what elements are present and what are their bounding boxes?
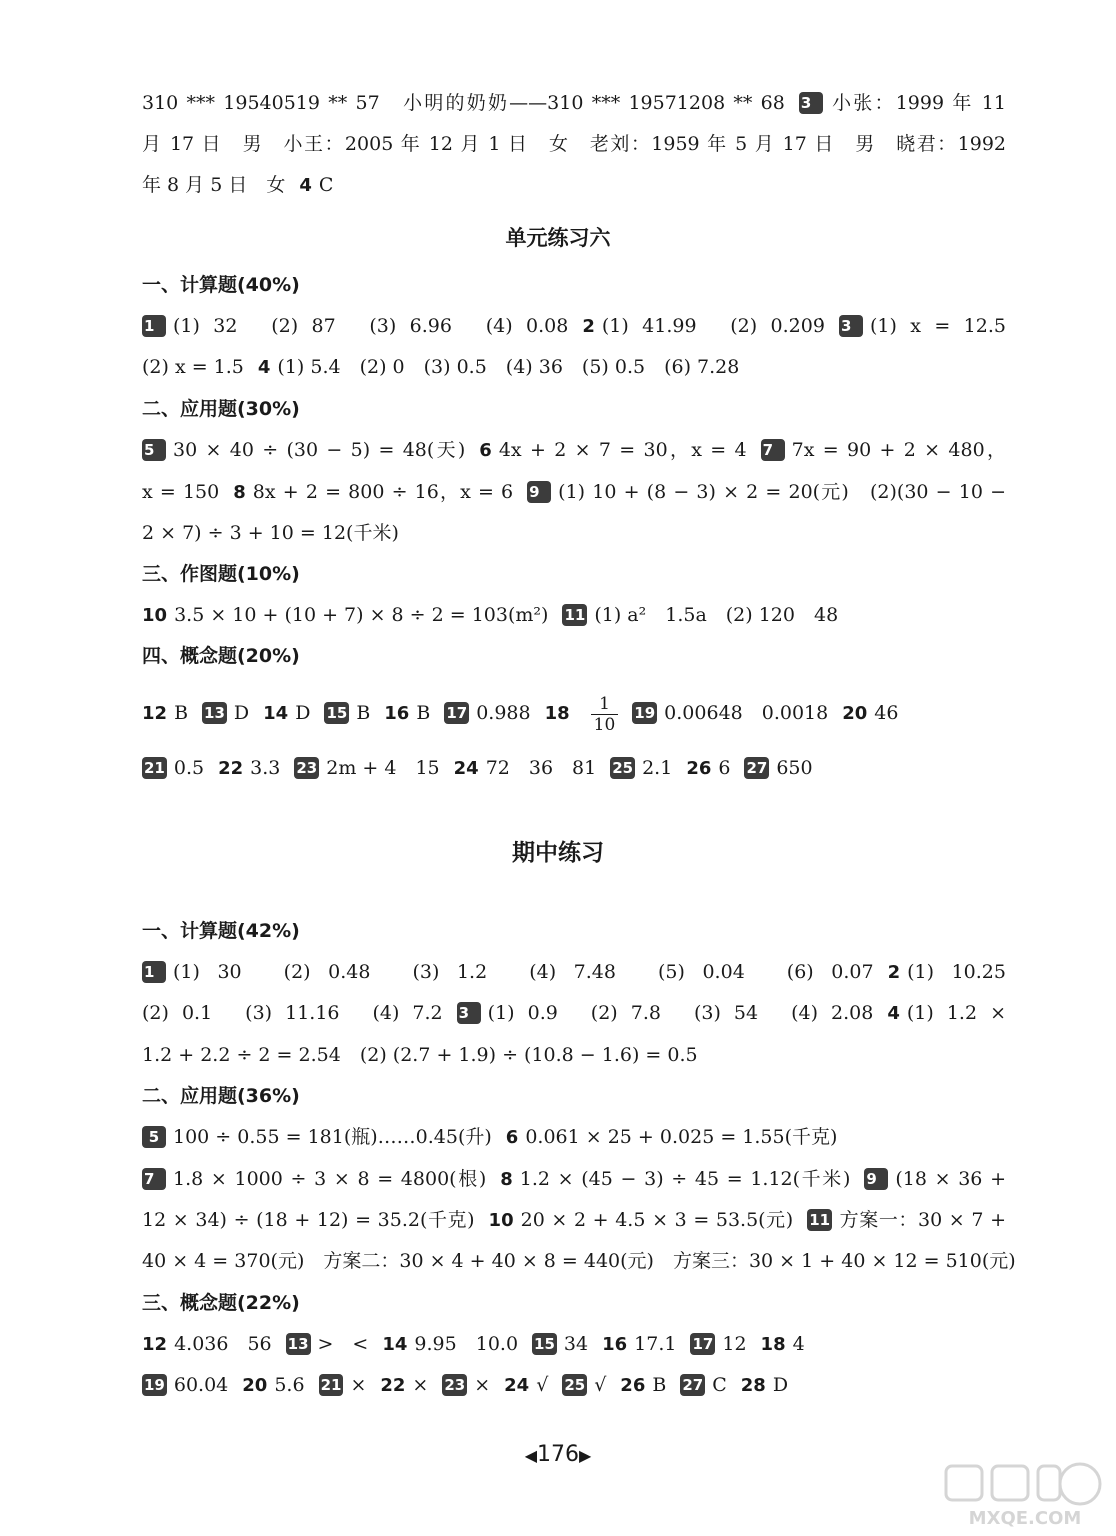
answer-item [142,1044,698,1066]
question-number-badge: 5 [142,1126,166,1148]
question-number-badge: 23 [296,759,318,777]
answer-item [382,1333,518,1355]
question-number: 16 [384,703,410,724]
question-number-badge: 3 [799,92,823,114]
answer-text: (1) 5.4 (2) 0 (3) 0.5 (4) 36 (5) 0.5 (6) 7.28 [277,356,740,378]
answer-text: 1.2 × (45 − 3) ÷ 45 = 1.12(千米) [519,1168,851,1190]
answer-text: 小张：1999 年 11 [829,92,1006,114]
answer-item [233,481,513,503]
answer-item [504,1374,548,1396]
answer-text: 0.00648 0.0018 [664,702,829,724]
subsection-heading: 三、概念题(22%) [142,1292,300,1314]
question-number-badge: 19 [634,704,656,722]
question-number-badge: 15 [534,1335,555,1353]
answer-item [142,92,785,114]
answer-item [142,1250,1016,1272]
answer-text: (1) a² 1.5a (2) 120 48 [594,604,839,626]
answer-text: B [356,702,371,724]
answer-line [142,998,1020,1029]
answer-text: 40 × 4 = 370(元) 方案二：30 × 4 + 40 × 8 = 440(元) 方案三：30 × 1 + 40 × 12 = 510(元) [142,1250,1016,1272]
answer-text: B [652,1374,667,1396]
answer-item [479,439,746,461]
answer-item [286,1333,369,1355]
answer-item [142,174,285,196]
answer-text: 0.5 [173,757,205,779]
answer-item [218,757,280,779]
question-number-badge: 23 [444,1376,466,1394]
answer-item [380,1374,428,1396]
answer-text: > < [317,1333,369,1355]
answer-text: (18 × 36 + [895,1168,1006,1190]
question-number-badge: 3 [457,1002,481,1024]
question-number: 4 [887,1003,900,1024]
question-number-badge: 13 [287,1335,309,1353]
answer-item [562,604,838,626]
answer-line [142,477,1020,508]
answer-text: 月 17 日 男 小王：2005 年 12 月 1 日 女 老刘：1959 年 5 月 17 日 男 晓君：1992 [142,133,1006,155]
question-number: 22 [218,758,244,779]
answer-item [142,356,244,378]
answer-item [319,1374,367,1396]
answer-item [142,315,568,337]
answer-item [142,757,204,779]
answer-text: 3.5 × 10 + (10 + 7) × 8 ÷ 2 = 103(m²) [174,604,549,626]
answer-item [680,1374,726,1396]
question-number: 20 [842,703,868,724]
question-number-badge: 1 [142,315,166,337]
answer-item [761,439,1006,461]
answer-item [142,481,219,503]
answer-item [500,1168,850,1190]
fraction [591,694,619,735]
question-number-badge: 11 [809,1211,831,1229]
answer-item [263,702,310,724]
answer-text: (1) 10 + (8 − 3) × 2 = 20(元) (2)(30 − 10 − [558,481,1007,503]
answer-line [142,957,1020,988]
answer-text: (1) 1.2 × [906,1002,1006,1024]
answer-line [142,1370,1020,1401]
answer-item [454,757,597,779]
answer-text: 7x = 90 + 2 × 480， [791,439,1006,461]
question-number: 26 [686,758,712,779]
answer-line [142,600,1020,631]
answer-item [506,1126,838,1148]
answer-item [562,1374,606,1396]
answer-text: B [174,702,189,724]
answer-group [632,702,912,724]
question-number: 2 [582,316,595,337]
subsection-heading: 二、应用题(36%) [142,1085,300,1107]
answer-text: 30 × 40 ÷ (30 − 5) = 48(天) [173,439,466,461]
answer-item [142,1126,492,1148]
question-number-badge: 19 [144,1376,165,1394]
question-number: 4 [257,357,271,378]
answer-item [839,315,1006,337]
question-number-badge: 15 [326,704,348,722]
answer-item [620,1374,666,1396]
question-number-badge: 7 [761,439,785,461]
answer-line [142,753,1020,784]
answer-item [142,1168,486,1190]
answer-item [324,702,370,724]
answer-text: 60.04 [173,1374,229,1396]
subsection-heading: 二、应用题(30%) [142,398,300,420]
question-number-badge: 3 [839,315,863,337]
answer-line [142,129,1020,159]
answer-item [242,1374,304,1396]
answer-item [807,1209,1006,1231]
question-number-badge: 17 [446,704,468,722]
answer-text: 2m + 4 15 [326,757,440,779]
answer-text: 1.2 + 2.2 ÷ 2 = 2.54 (2) (2.7 + 1.9) ÷ (10.8 − 1.6) = 0.5 [142,1044,698,1066]
answer-item [457,1002,874,1024]
fraction-numerator: 1 [599,693,610,714]
answer-text: × [474,1374,491,1396]
section-title: 期中练习 [512,840,604,866]
answer-item [142,133,1006,155]
answer-item [142,702,188,724]
answer-text: 5.6 [274,1374,305,1396]
answer-text: 310 *** 19540519 ** 57 小明的奶奶——310 *** 19571208 ** 68 [142,92,785,114]
answer-text: D [233,702,250,724]
answer-text: 年 8 月 5 日 女 [142,174,286,196]
answer-item [602,1333,676,1355]
answer-text: x = 150 [142,481,220,503]
answer-item [384,702,430,724]
answer-text: 0.061 × 25 + 0.025 = 1.55(千克) [525,1126,838,1148]
question-number-badge: 9 [864,1168,888,1190]
page-number-text: 176 [537,1442,579,1467]
answer-text: 100 ÷ 0.55 = 181(瓶)……0.45(升) [173,1126,492,1148]
answer-text: D [295,702,311,724]
answer-text: 方案一：30 × 7 + [839,1209,1006,1231]
question-number-badge: 9 [527,481,551,503]
answer-text: 6 [718,757,731,779]
answer-text: 3.3 [250,757,281,779]
answer-item [142,961,874,983]
answer-text: √ [594,1374,607,1396]
answer-item [741,1374,788,1396]
subsection-heading: 四、概念题(20%) [142,645,300,667]
answer-text: B [416,702,431,724]
subsection-heading: 三、作图题(10%) [142,563,300,585]
question-number: 8 [500,1169,513,1190]
answer-text: D [772,1374,789,1396]
answer-text: 1.8 × 1000 ÷ 3 × 8 = 4800(根) [173,1168,487,1190]
answer-text: × [350,1374,367,1396]
question-number: 22 [380,1375,406,1396]
question-number: 6 [505,1127,519,1148]
answer-item [864,1168,1006,1190]
answer-text: 46 [874,702,899,724]
question-number: 14 [382,1334,408,1355]
question-number: 2 [887,962,901,983]
answer-text: (1) 41.99 (2) 0.2̇09̇ [601,315,825,337]
question-number: 8 [233,482,246,503]
question-number: 10 [142,605,168,626]
answer-text: 12 [722,1333,747,1355]
answer-text: 0.988 [476,702,531,724]
answer-text: (1) 10.25 [907,961,1006,983]
answer-item [610,757,672,779]
question-number: 18 [760,1334,786,1355]
question-number-badge: 25 [612,759,634,777]
answer-line [142,88,1020,118]
question-number: 16 [602,1334,628,1355]
answer-item [761,1333,805,1355]
answer-text: 2 × 7) ÷ 3 + 10 = 12(千米) [142,522,399,544]
answer-item [527,481,1006,503]
answer-item [294,757,439,779]
answer-item [142,439,465,461]
answer-item [489,1209,794,1231]
answer-item [690,1333,746,1355]
question-number: 12 [142,1334,168,1355]
question-number: 26 [620,1375,646,1396]
question-number-badge: 27 [746,759,768,777]
answer-text: 20 × 2 + 4.5 × 3 = 53.5(元) [520,1209,794,1231]
answer-line [142,690,1020,736]
question-number: 28 [740,1375,766,1396]
question-number-badge: 25 [564,1376,586,1394]
answer-text: C [712,1374,727,1396]
left-triangle-icon: ◀ [524,1446,537,1465]
answer-item [142,604,548,626]
answer-text: 72 36 81 [485,757,597,779]
subsection-heading: 一、计算题(42%) [142,920,300,942]
answer-text: 34 [563,1333,589,1355]
answer-item [888,961,1006,983]
answer-item [142,1209,475,1231]
section-title: 单元练习六 [505,226,611,250]
answer-item [142,1333,272,1355]
answer-item [142,1002,443,1024]
answer-line [142,1246,1020,1276]
question-number: 20 [242,1375,268,1396]
answer-text: 4 [792,1333,805,1355]
question-number-badge: 21 [144,759,165,777]
answer-line [142,311,1020,342]
question-number: 12 [142,703,168,724]
answer-item [545,702,577,724]
question-number: 10 [488,1210,514,1231]
answer-item [202,702,249,724]
answer-item [686,757,730,779]
answer-item [299,174,333,196]
question-number: 14 [263,703,289,724]
answer-text: 8x + 2 = 800 ÷ 16，x = 6 [252,481,514,503]
answer-text: C [318,174,334,196]
answer-line [142,518,1020,548]
watermark-logo [940,1460,1110,1530]
answer-line [142,170,1020,201]
question-number-badge: 17 [692,1335,714,1353]
answer-item [887,1002,1006,1024]
question-number-badge: 27 [682,1376,704,1394]
answer-item [632,702,828,724]
answer-text: (1) x = 12.5 [869,315,1006,337]
answer-item [142,1374,228,1396]
question-number-badge: 21 [320,1376,342,1394]
answer-item [444,702,530,724]
answer-line [142,1040,1020,1070]
answer-item [142,522,399,544]
answer-line [142,1205,1020,1236]
question-number-badge: 13 [204,704,225,722]
answer-line [142,1164,1020,1195]
answer-item [744,757,812,779]
answer-line [142,435,1020,466]
question-number: 24 [504,1375,530,1396]
answer-text: (1) 32 (2) 87 (3) 6.96 (4) 0.08 [173,315,569,337]
answer-text: √ [536,1374,549,1396]
answer-text: 650 [776,757,813,779]
answer-item [799,92,1006,114]
answer-line [142,1329,1020,1360]
subsection-heading: 一、计算题(40%) [142,274,300,296]
answer-text: (1) 30 (2) 0.48 (3) 1.2 (4) 7.48 (5) 0.04 (6) 0.07 [173,961,874,983]
answer-text: × [412,1374,429,1396]
question-number-badge: 5 [142,439,166,461]
answer-item [532,1333,588,1355]
answer-item [582,315,825,337]
answer-line [142,352,1020,383]
answer-text: 2.1 [642,757,673,779]
question-number: 18 [544,703,570,724]
svg-text:MXQE.COM: MXQE.COM [968,1508,1082,1529]
question-number: 6 [479,440,492,461]
answer-item [258,356,739,378]
answer-text: (1) 0.9 (2) 7.8 (3) 54 (4) 2.08 [487,1002,874,1024]
answer-line [142,1122,1020,1153]
right-triangle-icon: ▶ [579,1446,592,1465]
answer-text: 12 × 34) ÷ (18 + 12) = 35.2(千克) [142,1209,475,1231]
answer-group [142,702,591,724]
answer-item [842,702,898,724]
answer-text: (2) 0.1 (3) 11.16 (4) 7.2 [142,1002,443,1024]
answer-text: 17.1 [634,1333,677,1355]
answer-text: 9.95 10.0 [414,1333,519,1355]
answer-item [442,1374,490,1396]
answer-text: 4x + 2 × 7 = 30，x = 4 [498,439,747,461]
answer-text: 4.036 56 [174,1333,272,1355]
fraction-denominator: 10 [591,714,619,735]
question-number: 4 [299,175,312,196]
question-number-badge: 7 [142,1168,166,1190]
answer-text: (2) x = 1.5 [142,356,244,378]
question-number-badge: 1 [142,961,166,983]
question-number-badge: 11 [564,606,586,624]
question-number: 24 [453,758,479,779]
